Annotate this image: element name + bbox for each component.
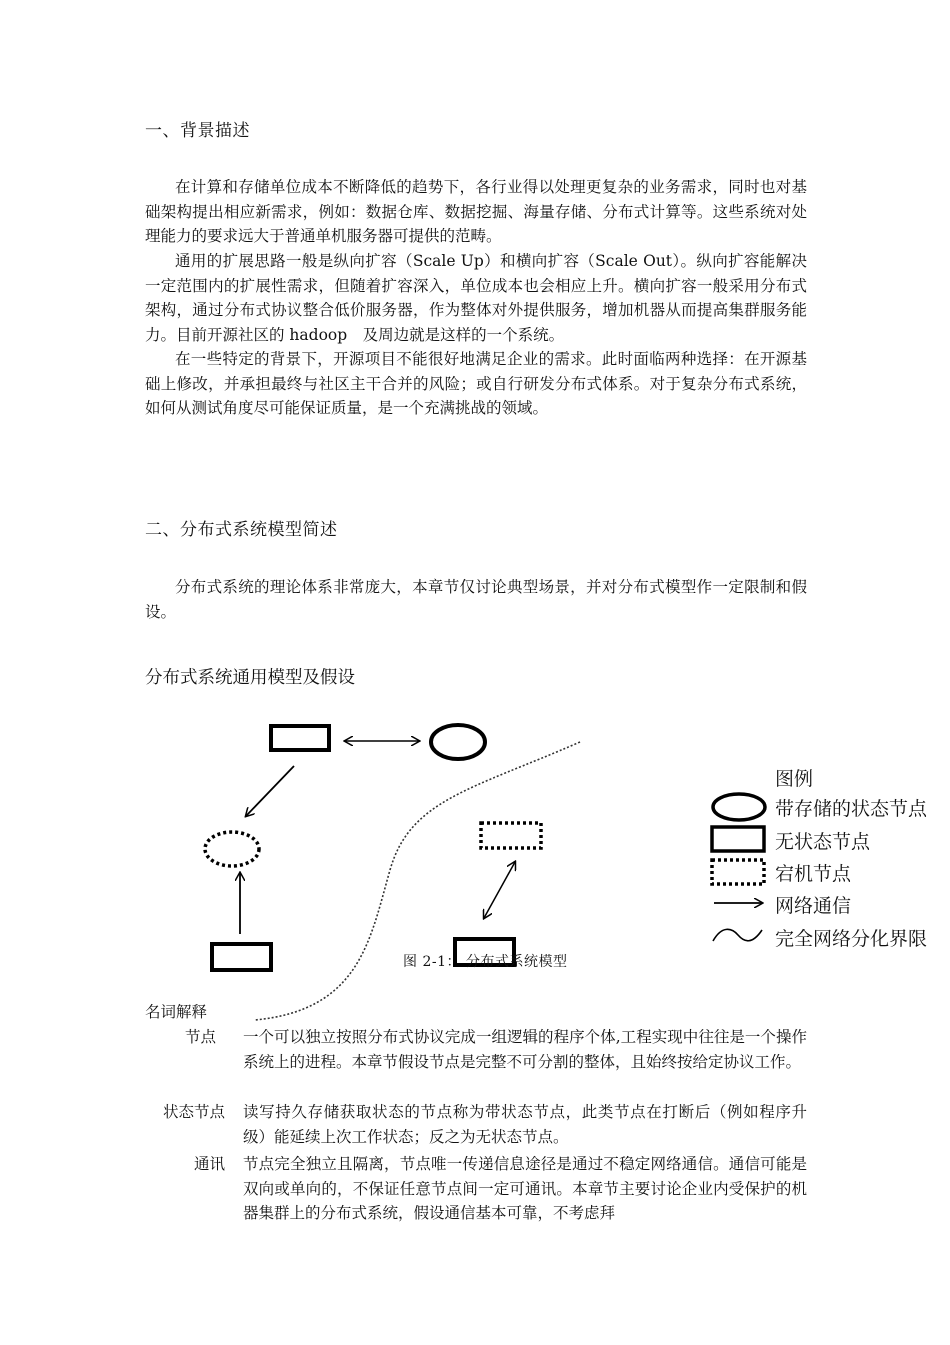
- legend-label-network: 网络通信: [775, 895, 852, 917]
- network-partition-boundary: [255, 742, 580, 1020]
- communication-arrow-diagonal: [246, 766, 294, 816]
- glossary-term-communication: 通讯: [193, 1155, 225, 1173]
- legend-rect-icon: [712, 827, 764, 851]
- glossary-definition-communication: 节点完全独立且隔离，节点唯一传递信息途径是通过不稳定网络通信。通信可能是双向或单向的，不保证任意节点间一定可通讯。本章节主要讨论企业内受保护的机器集群上的分布式系统，假设通信基本可靠，不考虑拜: [243, 1155, 807, 1222]
- figure-caption: 图 2-1： 分布式系统模型: [403, 954, 568, 970]
- paragraph-background-1: 在计算和存储单位成本不断降低的趋势下，各行业得以处理更复杂的业务需求，同时也对基础架构提出相应新需求，例如：数据仓库、数据挖掘、海量存储、分布式计算等。这些系统对处理能力的要求远大于普通单机服务器可提供的范畴。: [145, 178, 807, 245]
- glossary-term-node: 节点: [184, 1028, 216, 1046]
- subheading-general-model: 分布式系统通用模型及假设: [145, 668, 355, 688]
- glossary-title: 名词解释: [145, 1003, 208, 1021]
- legend-ellipse-icon: [713, 794, 765, 820]
- stateless-node-bottom: [212, 944, 271, 970]
- paragraph-model-intro: 分布式系统的理论体系非常庞大，本章节仅讨论典型场景，并对分布式模型作一定限制和假设。: [145, 578, 807, 621]
- crashed-stateful-node: [205, 832, 259, 866]
- section-heading-background: 一、背景描述: [145, 121, 250, 141]
- paragraph-background-2: 通用的扩展思路一般是纵向扩容（Scale Up）和横向扩容（Scale Out）。纵向扩容能解决一定范围内的扩展性需求，但随着扩容深入，单位成本也会相应上升。横向扩容一般采用分布式架构，通过分布式协议整合低价服务器，作为整体对外提供服务，增加机器从而提高集群服务能力。目前开源社区的 hadoop 及周边就是这样的一个系统。: [145, 252, 807, 344]
- section-heading-model: 二、分布式系统模型简述: [145, 520, 338, 540]
- glossary-term-stateful-node: 状态节点: [162, 1103, 225, 1121]
- glossary-definition-stateful-node: 读写持久存储获取状态的节点称为带状态节点，此类节点在打断后（例如程序升级）能延续上次工作状态；反之为无状态节点。: [243, 1103, 807, 1146]
- crashed-stateless-node: [481, 823, 541, 848]
- paragraph-background-3: 在一些特定的背景下，开源项目不能很好地满足企业的需求。此时面临两种选择：在开源基础上修改，并承担最终与社区主干合并的风险；或自行研发分布式体系。对于复杂分布式系统，如何从测试角度尽可能保证质量，是一个充满挑战的领域。: [145, 350, 807, 417]
- legend-label-crashed: 宕机节点: [775, 863, 852, 885]
- legend-title: 图例: [775, 768, 814, 790]
- stateless-node-top: [271, 726, 329, 750]
- legend-dotted-rect-icon: [712, 860, 764, 884]
- communication-arrow-right: [484, 862, 515, 918]
- legend-label-stateful: 带存储的状态节点: [775, 798, 928, 820]
- stateful-node: [431, 725, 485, 759]
- legend-label-partition: 完全网络分化界限: [775, 928, 928, 950]
- glossary-definition-node: 一个可以独立按照分布式协议完成一组逻辑的程序个体,工程实现中往往是一个操作系统上的进程。本章节假设节点是完整不可分割的整体，且始终按给定协议工作。: [243, 1028, 807, 1071]
- legend-wave-icon: [713, 929, 762, 941]
- legend-label-stateless: 无状态节点: [775, 831, 871, 853]
